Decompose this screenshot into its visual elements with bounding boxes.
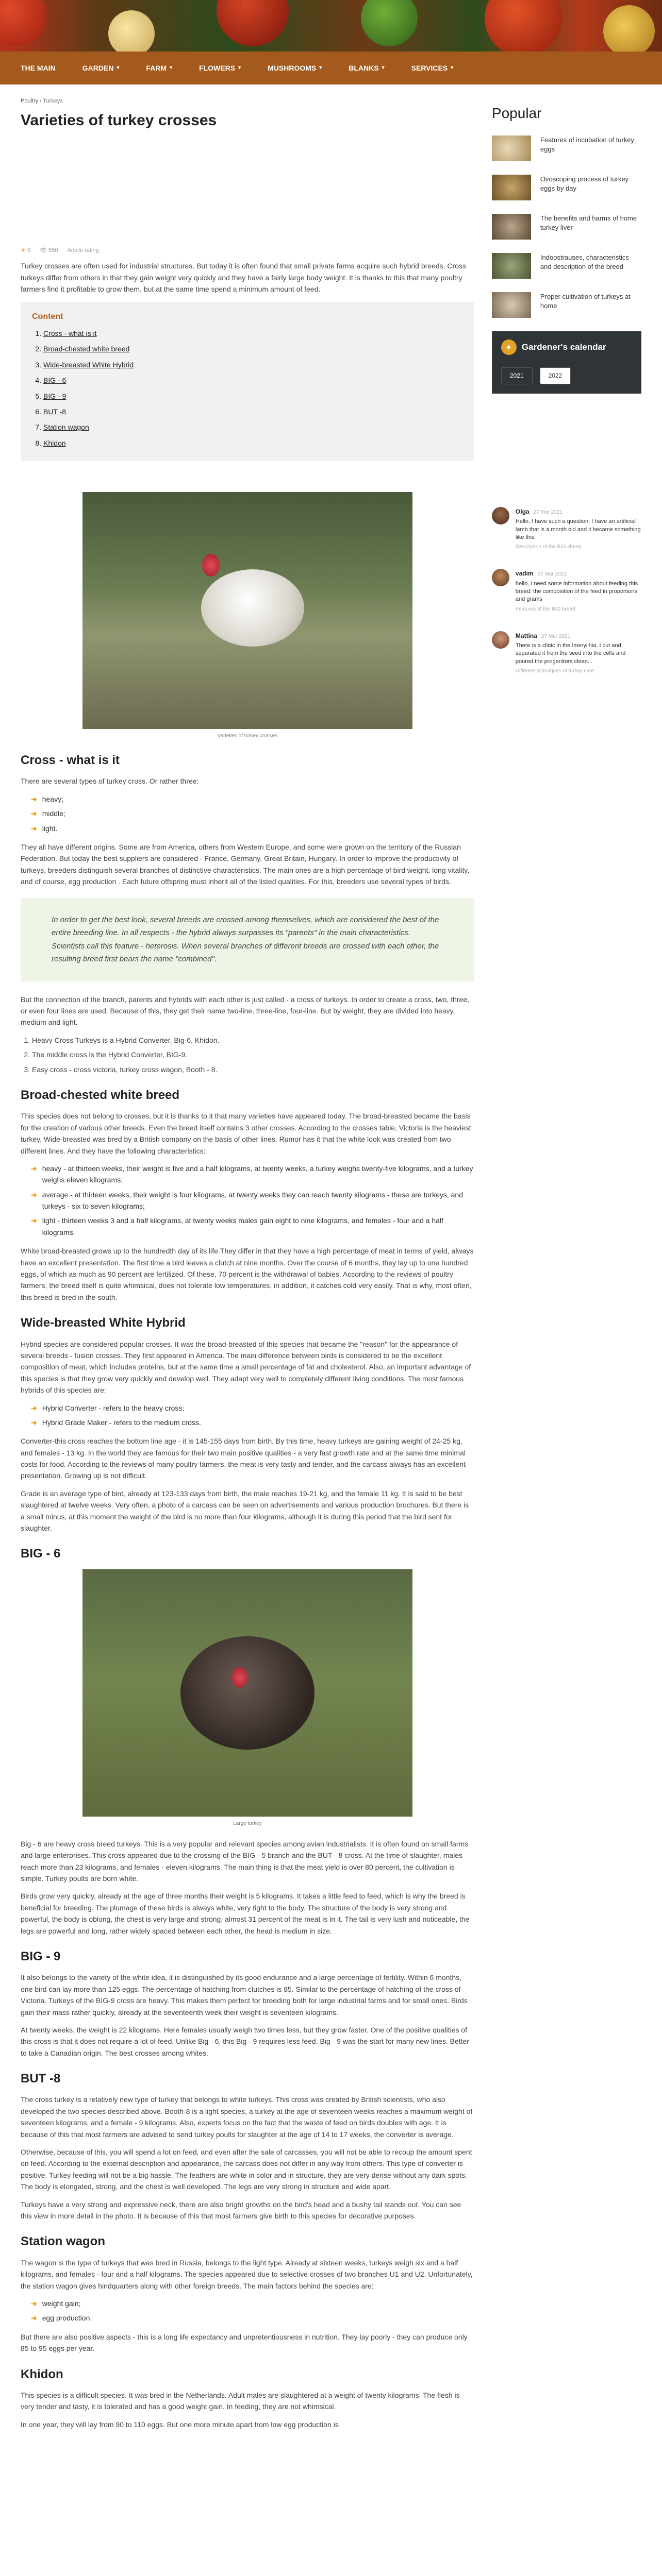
arrow-right-icon: ➜ [31,2299,37,2308]
comment-text[interactable]: hello, I need some information about feeding this breed: the composition of the feed in proportions and grams [515,580,638,603]
avatar [492,569,509,586]
section-title: Cross - what is it [21,753,120,768]
popular-item[interactable]: Indoostrauses, characteristics and description of the breed [492,253,641,279]
figure-turkey-big6 [82,1569,412,1828]
list-item: ➜ Hybrid Converter - refers to the heavy cross; [31,1402,474,1414]
avatar [492,631,509,649]
section-title: Broad-chested white breed [21,1088,180,1102]
arrow-right-icon: ➜ [31,1190,37,1199]
list-item: ➜ light. [31,823,474,834]
figure-turkey-white [82,492,412,740]
herb-image [361,0,418,46]
arrow-right-icon: ➜ [31,1403,37,1412]
list-item: ➜ middle; [31,808,474,819]
chevron-down-icon: ▾ [382,64,385,71]
gardener-calendar [492,331,641,394]
toc-title: Content [32,312,63,321]
calendar-title: Gardener's calendar [521,342,606,352]
comment-item [492,631,641,674]
nav-item-services[interactable]: SERVICES ▾ [411,63,454,72]
pepper-image [603,5,655,52]
list-item: 3. Easy cross - cross victoria, turkey cross wagon, Booth - 8. [32,1064,474,1075]
list-item: ➜ egg production. [31,2312,474,2324]
comment-article-link[interactable]: Features of the BIG breed [515,606,575,612]
tomato-image [485,0,562,52]
section-title: BIG - 9 [21,1949,61,1963]
popular-item[interactable]: The benefits and harms of home turkey liver [492,214,641,240]
chevron-down-icon: ▾ [319,64,322,71]
comment-item [492,507,641,550]
eye-icon: 👁 [40,247,47,253]
comment-item [492,569,641,612]
breadcrumb-current[interactable]: Turkeys [43,98,63,104]
sidebar-title: Popular [491,105,542,121]
popular-item[interactable]: Ovoscoping process of turkey eggs by day [492,175,641,200]
comment-date: 27 Mar 2021 [541,633,571,639]
nav-item-mushrooms[interactable]: MUSHROOMS ▾ [268,63,322,72]
list-item: ➜ heavy - at thirteen weeks, their weight is five and a half kilograms, at twenty weeks, a turkey weighs twenty-five kilograms, and a turkey weighs eleven kilograms; [31,1163,474,1186]
article: Poultry / Turkeys Varieties of turkey crosses ★ 0 👁 550 Article rating Turkey crosses are often used for industrial structures. But today it is often found that small private farms acquire such hybrid breeds. Cross turkeys differ from others in that they gain weight very quickly and they have a fairly large body weight. It is thanks to this that many poultry farmers find it profitable to grow them, but at the same time spend a minimum amount of feed. Content 1. Cross - what is it 2. Broad-chested white breed 3. Wide-breasted White Hybrid 4. BIG - 6 5. BIG - 9 6. BUT -8 7. Station wagon 8. Khidon Varieties of turkey crosses Cross - what is it There are several types of turkey cross. Or rather three: ➜ heavy; ➜ middle; ➜ light. They all have different origins. Some are from America, others from Western Europe, and some were grown on the territory of the Russian Federation. But today the best suppliers are considered - France, Germany, Great Britain, Hungary. In order to improve the productivity of turkeys, breeders distinguish several branches of distinctive characteristics. The main ones are a high percentage of bird weight, long vitality, and of course, egg production . Each future offspring must inherit all of the listed qualities. For this, breeders use several types of birds. In order to get the best look, several breeds are crossed among themselves, which are considered the best of the entire breeding line. In all respects - the hybrid always surpasses its "parents" in the main characteristics. Scientists call this feature - heterosis. When several branches of different breeds are crossed with each other, the resulting breed first bears the name "combined". But the connection of the branch, parents and hybrids with each other is just called - a cross of turkeys. In order to create a cross, two, three, or even four lines are used. Because of this, they get their name two-line, three-line, four-line. But by weight, they are divided into heavy, medium and light. 1. Heavy Cross Turkeys is a Hybrid Converter, Big-6, Khidon. 2. The middle cross is the Hybrid Converter, BIG-9. 3. Easy cross - cross victoria, turkey cross wagon, Booth - 8. Broad-chested white breed This species does not belong to crosses, but it is thanks to it that many varieties have appeared today. The broad-breasted became the basis for the creation of various other breeds. Even the breed itself contains 3 other crosses. According to the crosses table, Victoria is the heaviest turkey. Wide-breasted was bred by a British company on the basis of other lines. Rumor has it that the white look was created from two different lines. And they have the following characteristics: ➜ heavy - at thirteen weeks, their weight is five and a half kilograms, at twenty weeks, a turkey weighs twenty-five kilograms, and a turkey weighs eleven kilograms; ➜ average - at thirteen weeks, their weight is four kilograms, at twenty weeks they can reach twenty kilograms - these are turkeys, and turkeys - six to seven kilograms; ➜ light - thirteen weeks 3 and a half kilograms, at twenty weeks males gain eight to nine kilograms, and females - four and a half kilograms. White broad-breasted grows up to the hundredth day of its life.They differ in that they have a high percentage of meat in terms of yield, always have an excellent presentation. The first time a bird leaves a clutch at nine months. Over the course of 6 months, they lay up to one hundred eggs, of which as much as 90 percent are fertilized. Of these, 70 percent is the withdrawal of babies. According to the reviews of poultry farmers, the breed itself is quite whimsical, does not tolerate low temperatures, in addition, it catches cold very easily. That is why, most often, this breed is bred in the south. Wide-breasted White Hybrid Hybrid species are considered popular crosses. It was the broad-breasted of this species that became the "reason" for the appearance of several breeds - fusion crosses. They first appeared in America. The main difference between birds is considered to be the excellent composition of meat, which includes proteins, but at the same time a small percentage of fat and cholesterol. Also, an important advantage of this species is that they grow very quickly and develop well. They adapt very well to completely different living conditions. The most famous hybrids of this species are: ➜ Hybrid Converter - refers to the heavy cross; ➜ Hybrid Grade Maker - refers to the medium cross. Converter-this cross reaches the bottom line age - it is 145-155 days from birth. By this time, heavy turkeys are gaining weight of 24-25 kg, and females - 13 kg. In the world they are famous for their two main positive qualities - a very fast growth rate and at the same time minimal costs for food. According to the reviews of many poultry farmers, the meat is very tasty and tender, and the carcass always has an excellent presentation. Growing up is not difficult. Grade is an average type of bird, already at 123-133 days from birth, the male reaches 19-21 kg, and the female 11 kg. It is said to be best slaughtered at twelve weeks. Very often, a photo of a carcass can be seen on advertisements and various production brochures. But there is a small minus, at this moment the weight of the bird is no more than four kilograms, although it is during this period that the bird sent for slaughter. BIG - 6 Large turkey Big - 6 are heavy cross breed turkeys. This is a very popular and relevant species among avian industrialists. It is often found on small farms and large enterprises. This cross appeared due to the crossing of the BIG - 5 branch and the BUT - 8 cross. At the time of slaughter, males reach more than 23 kilograms, and females - eleven kilograms. The main thing is that the meat yield is over 80 percent, the cultivation is simple. Turkey poults are born white. Birds grow very quickly, already at the age of three months their weight is 5 kilograms. It takes a little feed to feed, which is why the breed is beneficial for breeding. The plumage of these birds is always white, very tight to the body. The structure of the body is very strong and powerful, the body is oblong, the chest is very large and strong, almost 31 percent of the meat is in it. The tail is very lush and noticeable, the legs are powerful and long, rather widely spaced between each other, the head is medium in size. BIG - 9 It also belongs to the variety of the white idea, it is distinguished by its good endurance and a large percentage of fertility. Within 6 months, one bird can lay more than 125 eggs. The percentage of hatching from clutches is 85. Similar to the percentage of hatching of the cross of Victoria. Turkeys of the BIG-9 cross are heavy. This makes them perfect for breeding both for large industrial farms and for small ones. Birds gain their mass rather quickly, already at the seventeenth week their weight is seventeen kilograms. At twenty weeks, the weight is 22 kilograms. Here females usually weigh two times less, but they grow faster. One of the positive qualities of this cross is that it does not require a lot of feed. Unlike Big - 6, this Big - 9 requires less feed. Big - 9 was the start for many new lines. Better to take a Canadian origin. The best crosses among whites. BUT -8 The cross turkey is a relatively new type of turkey that belongs to white turkeys. This cross was created by British scientists, who also developed the two species described above. Booth-8 is a light species, a turkey at the age of seventeen weeks reaches a maximum weight of seventeen kilograms, and a female - 9 kilograms. Also, experts focus on the fact that the waste of feed on birds doubles with age. It is because of this that most farmers are advised to send turkey poults for slaughter at the age of 14 to 17 weeks, the converter is average. Otherwise, because of this, you will spend a lot on feed, and even after the sale of carcasses, you will not be able to recoup the amount spent on feed. According to the external description and appearance, the carcass does not differ in any way from others. This type of converter is positive. Turkey feeding will not be a big hassle. The feathers are white in color and in structure, they are very dense without any dark spots. The body is elongated, strong, and the chest is well developed. The legs are very strong in structure and wide apart. Turkeys have a very strong and expressive neck, there are also bright growths on the bird's head and a bushy tail stands out. You can see this view in more detail in the photo. It is because of this that most farmers give birth to this species for decorative purposes. Station wagon The wagon is the type of turkeys that was bred in Russia, belongs to the light type. Already at sixteen weeks, turkeys weigh six and a half kilograms, and females - four and a half kilograms. The species appeared due to selective crosses of two branches U1 and U2. Unfortunately, the station wagon gives hindquarters along with other foreign breeds. The main factors behind the species are: ➜ weight gain; ➜ egg production. But there are also positive aspects - this is a long life expectancy and unpretentiousness in nutrition. They lay poorly - they can produce only 85 to 95 eggs per year. Khidon This species is a difficult species. It was bred in the Netherlands. Adult males are slaughtered at a weight of twenty kilograms. The flesh is very tender and tasty, it is tolerated and has a good weight gain. In feeding, they are not whimsical. In one year, they will lay from 90 to 110 eggs. But one more minute apart from low egg production is [21,84,474,2436]
nav-item-blanks[interactable]: BLANKS ▾ [349,63,385,72]
arrow-right-icon: ➜ [31,1216,37,1225]
tomato-image [0,0,46,46]
cross-list [21,1035,474,1075]
types-list [31,793,474,834]
list-item: 2. The middle cross is the Hybrid Converter, BIG-9. [32,1049,474,1060]
quote-block: In order to get the best look, several breeds are crossed among themselves, which are considered the best of the entire breeding line. In all respects - the hybrid always surpasses its "parents" in the main characteristics. Scientists call this feature - heterosis. When several branches of different breeds are crossed with each other, the resulting breed first bears the name "combined". [21,898,474,981]
breadcrumb: Poultry / Turkeys [21,98,63,104]
white-turkey-photo [82,492,412,729]
toc-item: 8. Khidon [43,437,463,449]
arrow-right-icon: ➜ [31,794,37,803]
popular-item[interactable]: Features of incubation of turkey eggs [492,135,641,161]
toc-item: 6. BUT -8 [43,406,463,417]
rating-link[interactable]: Article rating [67,247,99,253]
comment-article-link[interactable]: Different techniques of turkey care [515,668,594,674]
eggs-thumbnail[interactable] [492,175,531,200]
views-count: 👁 550 [40,247,58,253]
eggs-thumbnail[interactable] [492,135,531,161]
avatar [492,507,509,524]
comment-author: Olga [515,507,529,515]
list-item: ➜ average - at thirteen weeks, their weight is four kilograms, at twenty weeks they can reach twenty kilograms - these are turkeys, and turkeys - six to seven kilograms; [31,1189,474,1212]
hero-banner [0,0,662,52]
nav-item-flowers[interactable]: FLOWERS ▾ [199,63,241,72]
page-title: Varieties of turkey crosses [21,111,217,129]
breadcrumb-home[interactable]: Poultry [21,98,39,104]
list-item: ➜ light - thirteen weeks 3 and a half kilograms, at twenty weeks males gain eight to nine kilograms, and females - four and a half kilograms. [31,1215,474,1238]
nav-item-garden[interactable]: GARDEN ▾ [82,63,120,72]
comment-article-link[interactable]: Description of the BIG sheep [515,544,582,550]
comment-author: Mattina [515,632,537,639]
comment-author: vadim [515,570,534,578]
section-title: Wide-breasted White Hybrid [21,1316,186,1330]
list-item: 1. Heavy Cross Turkeys is a Hybrid Converter, Big-6, Khidon. [32,1035,474,1046]
chevron-down-icon: ▾ [117,64,120,71]
liver-thumbnail[interactable] [492,214,531,240]
popular-item[interactable]: Proper cultivation of turkeys at home [492,292,641,318]
toc-item: 1. Cross - what is it [43,328,463,339]
figure-caption: Large turkey [233,1820,262,1826]
toc-item: 5. BIG - 9 [43,391,463,402]
comment-date: 27 Mar 2021 [537,571,567,578]
toc-item: 3. Wide-breasted White Hybrid [43,359,463,370]
arrow-right-icon: ➜ [31,809,37,818]
tomato-image [217,0,289,46]
figure-caption: Varieties of turkey crosses [217,733,278,739]
onion-image [108,10,155,52]
chevron-down-icon: ▾ [170,64,173,71]
section-title: Station wagon [21,2234,105,2249]
comment-text[interactable]: There is a clinic in the Imeryilhia. I cut and separated it from the seed into the cells and poured the progenitors clean... [515,642,626,665]
comment-date: 27 Mar 2021 [533,509,562,515]
list-item: ➜ heavy; [31,793,474,805]
arrow-right-icon: ➜ [31,1164,37,1173]
list-item: ➜ Hybrid Grade Maker - refers to the medium cross. [31,1417,474,1428]
calendar-year-button[interactable]: 2022 [540,367,571,384]
comment-text[interactable]: Hello, I have such a question: I have an artificial lamb that is a month old and it became something like this [515,518,641,540]
turkey-thumbnail[interactable] [492,292,531,318]
arrow-right-icon: ➜ [31,2314,37,2323]
table-of-contents [21,302,474,461]
star-icon: ★ [21,247,26,253]
section-title: BUT -8 [21,2072,61,2086]
calendar-icon: ✦ [501,340,517,355]
chevron-down-icon: ▾ [238,64,241,71]
arrow-right-icon: ➜ [31,824,37,833]
sidebar [492,84,641,2436]
intro-text: Turkey crosses are often used for industrial structures. But today it is often found that small private farms acquire such hybrid breeds. Cross turkeys differ from others in that they gain weight very quickly and they have a fairly large body weight. It is thanks to this that many poultry farmers find it profitable to grow them, but at the same time spend a minimum amount of feed. [21,262,466,293]
rating-count: ★ 0 [21,247,31,253]
list-item: ➜ weight gain; [31,2298,474,2309]
nav-item-farm[interactable]: FARM ▾ [146,63,173,72]
chevron-down-icon: ▾ [451,64,454,71]
main-nav [0,52,662,84]
arrow-right-icon: ➜ [31,1418,37,1427]
toc-item: 4. BIG - 6 [43,375,463,386]
section-title: BIG - 6 [21,1547,61,1561]
toc-item: 7. Station wagon [43,421,463,433]
section-title: Khidon [21,2367,63,2381]
bird-thumbnail[interactable] [492,253,531,279]
nav-item-main[interactable]: THE MAIN [21,63,56,72]
calendar-year-button[interactable]: 2021 [501,367,533,384]
big6-turkey-photo [82,1569,412,1817]
toc-item: 2. Broad-chested white breed [43,343,463,354]
article-meta [21,246,474,256]
